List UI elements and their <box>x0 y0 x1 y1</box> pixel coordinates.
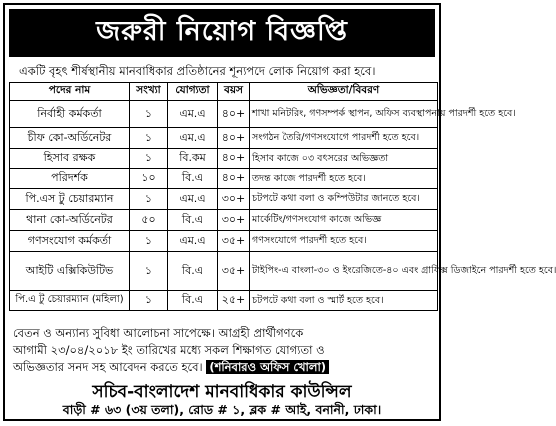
job-qualification: বি.এ <box>168 210 218 231</box>
job-count: ৫০ <box>130 210 168 231</box>
intro-text: একটি বৃহৎ শীর্ষস্থানীয় মানবাধিকার প্রতিষ্ঠানের শূন্যপদে লোক নিয়োগ করা হবে। <box>19 64 376 78</box>
header-count: সংখ্যা <box>130 83 168 101</box>
job-title: হিসাব রক্ষক <box>10 149 130 169</box>
job-qualification: বি.এ <box>168 252 218 291</box>
table-row <box>10 128 438 149</box>
job-advertisement <box>3 3 556 421</box>
header-qualification: যোগ্যতা <box>168 83 218 101</box>
job-age: ৩৫+ <box>218 252 250 291</box>
job-age: ৪০+ <box>218 128 250 149</box>
table-row <box>10 101 438 128</box>
job-title: থানা কো-অর্ডিনেটর <box>10 210 130 231</box>
job-experience: সংগঠন তৈরি/গণসংযোগে পারদর্শী হতে হবে। <box>250 128 438 149</box>
job-experience: চটপটে কথা বলা ও কম্পিউটার জানতে হবে। <box>250 189 438 210</box>
footer-documents-line <box>13 359 433 378</box>
job-title: পরিদর্শক <box>10 169 130 189</box>
table-row <box>10 231 438 252</box>
job-title: চীফ কো-অর্ডিনেটর <box>10 128 130 149</box>
job-count: ১০ <box>130 169 168 189</box>
table-row <box>10 169 438 189</box>
job-age: ৪০+ <box>218 169 250 189</box>
footer-documents-text: অভিজ্ঞতার সনদ সহ আবেদন করতে হবে। <box>13 360 203 374</box>
job-title: নির্বাহী কর্মকর্তা <box>10 101 130 128</box>
vacancy-table <box>9 82 556 311</box>
footer-deadline-line: আগামী ২৩/০৪/২০১৮ ইং তারিখের মধ্যে সকল শিক্ষাগত যোগ্যতা ও <box>13 343 325 357</box>
table-row <box>10 210 438 231</box>
signature-line: সচিব-বাংলাদেশ মানবাধিকার কাউন্সিল <box>92 382 352 402</box>
job-qualification: এম.এ <box>168 128 218 149</box>
job-count: ১ <box>130 101 168 128</box>
job-age: ২৫+ <box>218 291 250 311</box>
job-qualification: বি.এ <box>168 291 218 311</box>
header-title: পদের নাম <box>10 83 130 101</box>
job-age: ৩০+ <box>218 210 250 231</box>
table-row <box>10 189 438 210</box>
job-count: ১ <box>130 149 168 169</box>
job-qualification: বি.কম <box>168 149 218 169</box>
header-age: বয়স <box>218 83 250 101</box>
job-qualification: এম.এ <box>168 101 218 128</box>
office-open-badge: (শনিবারও অফিস খোলা) <box>206 360 329 374</box>
job-count: ১ <box>130 291 168 311</box>
address-line: বাড়ী # ৬৩ (৩য় তলা), রোড # ১, ব্লক # আই, বনানী, ঢাকা। <box>62 402 382 417</box>
job-experience: তদন্ত কাজে পারদর্শী হতে হবে। <box>250 169 438 189</box>
job-experience: টাইপিং-এ বাংলা-৩০ ও ইংরেজিতে-৪০ এবং গ্রাফিক্স ডিজাইনে পারদর্শী হতে হবে। <box>250 252 438 291</box>
table-header-row <box>10 83 438 101</box>
job-count: ১ <box>130 128 168 149</box>
job-experience: মার্কেটিং/গণসংযোগ কাজে অভিজ্ঞ <box>250 210 438 231</box>
job-age: ৪০+ <box>218 149 250 169</box>
job-age: ৩৫+ <box>218 231 250 252</box>
job-age: ৪০+ <box>218 101 250 128</box>
job-experience: শাখা মনিটরিং, গণসম্পর্ক স্থাপন, অফিস ব্যবস্থাপনায় পারদর্শী হতে হবে। <box>250 101 438 128</box>
job-title: আইটি এক্সিকিউটিভ <box>10 252 130 291</box>
job-title: পি.এস টু চেয়ারম্যান <box>10 189 130 210</box>
job-experience: চটপটে কথা বলা ও স্মার্ট হতে হবে। <box>250 291 438 311</box>
footer-salary-line: বেতন ও অন্যান্য সুবিধা আলোচনা সাপেক্ষে। আগ্রহী প্রার্থীগণকে <box>13 326 304 340</box>
table-row <box>10 252 438 291</box>
job-age: ৩০+ <box>218 189 250 210</box>
job-count: ১ <box>130 189 168 210</box>
job-title: পি.এ টু চেয়ারম্যান (মহিলা) <box>10 291 130 311</box>
job-experience: হিসাব কাজে ০৩ বৎসরের অভিজ্ঞতা <box>250 149 438 169</box>
job-qualification: এম.এ <box>168 231 218 252</box>
job-count: ১ <box>130 252 168 291</box>
job-count: ১ <box>130 231 168 252</box>
job-qualification: এম.এ <box>168 189 218 210</box>
job-experience: গণসংযোগে পারদর্শী হতে হবে। <box>250 231 438 252</box>
job-qualification: বি.এ <box>168 169 218 189</box>
job-title: গণসংযোগ কর্মকর্তা <box>10 231 130 252</box>
ad-title: জরুরী নিয়োগ বিজ্ঞপ্তি <box>9 9 435 57</box>
header-experience: অভিজ্ঞতা/বিবরণ <box>250 83 438 101</box>
table-row <box>10 291 438 311</box>
table-row <box>10 149 438 169</box>
